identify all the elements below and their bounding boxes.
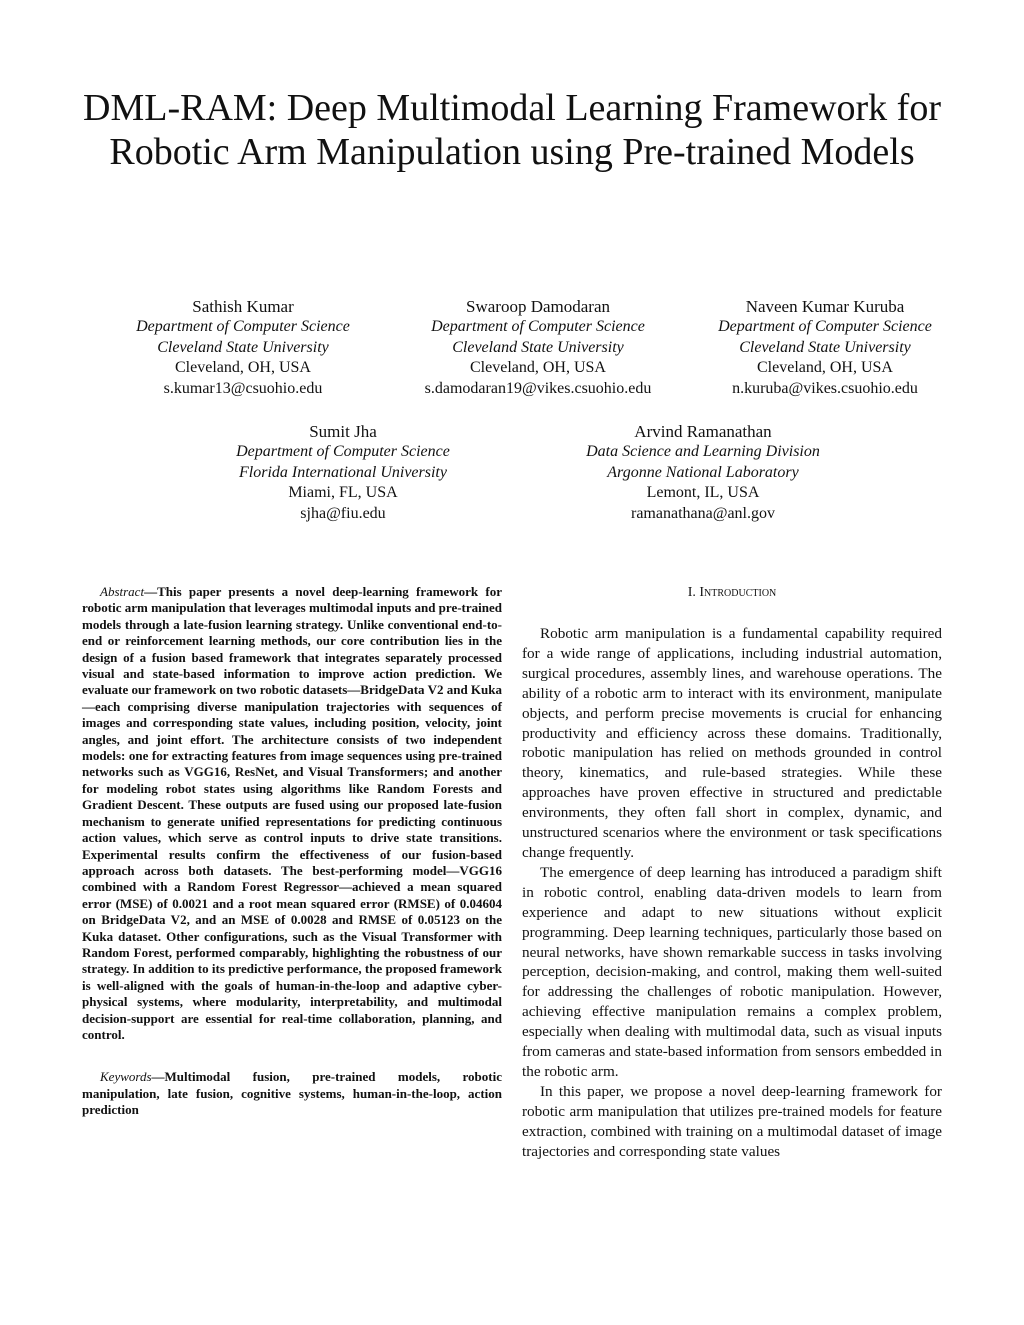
author-name: Naveen Kumar Kuruba	[745, 297, 905, 316]
right-column	[522, 584, 942, 1161]
author-name: Sumit Jha	[309, 422, 377, 441]
author-name: Arvind Ramanathan	[634, 422, 772, 441]
author-name: Swaroop Damodaran	[466, 297, 610, 316]
keywords-text: —Multimodal fusion, pre-trained models, robotic manipulation, late fusion, cognitive systems, human-in-the-loop, action prediction	[82, 1069, 502, 1118]
author-location: Cleveland, OH, USA	[175, 359, 311, 376]
author-block	[548, 421, 858, 524]
section-title: Introduction	[699, 585, 777, 600]
author-location: Cleveland, OH, USA	[757, 359, 893, 376]
author-name: Sathish Kumar	[192, 297, 294, 316]
author-institution: Cleveland State University	[452, 338, 624, 356]
author-email[interactable]: s.kumar13@csuohio.edu	[163, 379, 323, 397]
section-heading-introduction	[522, 584, 942, 602]
intro-paragraph: Robotic arm manipulation is a fundamental capability required for a wide range of applications, including industrial automation, surgical procedures, assembly lines, and warehouse operations. The ability of a robotic arm to interact with its environment, manipulate objects, and perform precise movements is crucial for enhancing productivity and efficiency across these domains. Traditionally, robotic manipulation has relied on methods grounded in control theory, kinematics, and rule-based strategies. While these approaches have proven effective in structured and predictable environments, they often fall short in complex, dynamic, and unstructured scenarios where the environment or task specifications change frequently.	[522, 625, 942, 861]
author-email[interactable]: ramanathana@anl.gov	[630, 504, 775, 522]
author-department: Department of Computer Science	[236, 443, 450, 460]
author-email[interactable]: sjha@fiu.edu	[300, 504, 386, 522]
abstract	[82, 584, 502, 1043]
author-institution: Argonne National Laboratory	[607, 463, 799, 481]
author-institution: Cleveland State University	[739, 338, 911, 356]
paper-title: DML-RAM: Deep Multimodal Learning Framework for Robotic Arm Manipulation using Pre-trained Models	[83, 87, 941, 173]
author-location: Miami, FL, USA	[288, 484, 398, 501]
author-institution: Cleveland State University	[157, 338, 329, 356]
author-location: Cleveland, OH, USA	[470, 359, 606, 376]
author-email[interactable]: n.kuruba@vikes.csuohio.edu	[732, 379, 918, 397]
author-department: Department of Computer Science	[718, 318, 932, 335]
abstract-label: Abstract	[100, 584, 145, 599]
author-department: Department of Computer Science	[136, 318, 350, 335]
author-block	[680, 296, 970, 399]
author-block	[388, 296, 688, 399]
author-block	[198, 421, 488, 524]
left-column	[82, 584, 502, 1119]
author-location: Lemont, IL, USA	[646, 484, 760, 501]
abstract-text: —This paper presents a novel deep-learning framework for robotic arm manipulation that leverages multimodal inputs and pre-trained models through a late-fusion learning strategy. Unlike conventional end-to-end or reinforcement learning methods, our core contribution lies in the design of a fusion based framework that integrates separately processed visual and state-based information to improve action prediction. We evaluate our framework on two robotic datasets—BridgeData V2 and Kuka—each comprising diverse manipulation trajectories with sequences of images and corresponding state values, including position, velocity, joint angles, and joint effort. The architecture consists of two independent models: one for extracting features from image sequences using pre-trained networks such as VGG16, ResNet, and Visual Transformers; and another for modeling robot states using algorithms like Random Forests and Gradient Descent. These outputs are fused using our proposed late-fusion mechanism to generate unified representations for predicting continuous action values, which serve as control inputs to drive state transitions. Experimental results confirm the effectiveness of our fusion-based approach across both datasets. The best-performing model—VGG16 combined with a Random Forest Regressor—achieved a mean squared error (MSE) of 0.0021 and a root mean squared error (RMSE) of 0.04604 on BridgeData V2, and an MSE of 0.0028 and RMSE of 0.05123 on the Kuka dataset. Other configurations, such as the Visual Transformer with Random Forest, performed comparably, highlighting the robustness of our strategy. In addition to its predictive performance, the proposed framework is well-aligned with the goals of human-in-the-loop and adaptive cyber-physical systems, where modularity, interpretability, and multimodal decision-support are essential for real-time collaboration, planning, and control.	[82, 584, 502, 1042]
keywords-label: Keywords	[100, 1069, 152, 1085]
section-number: I.	[687, 585, 696, 600]
author-institution: Florida International University	[239, 463, 447, 481]
author-department: Data Science and Learning Division	[586, 443, 820, 460]
author-email[interactable]: s.damodaran19@vikes.csuohio.edu	[424, 379, 652, 397]
author-block	[98, 296, 388, 399]
author-department: Department of Computer Science	[431, 318, 645, 335]
keywords	[82, 1069, 502, 1118]
intro-paragraph: In this paper, we propose a novel deep-learning framework for robotic arm manipulation that utilizes pre-trained models for feature extraction, combined with training on a multimodal dataset of image trajectories and corresponding state values	[522, 1082, 942, 1160]
intro-paragraph: The emergence of deep learning has introduced a paradigm shift in robotic control, enabling data-driven models to learn from experience and adapt to new situations without explicit programming. Deep learning techniques, particularly those based on neural networks, have shown remarkable success in tasks involving perception, decision-making, and control, making them well-suited for addressing the challenges of robotic manipulation. However, achieving effective manipulation remains a complex problem, especially when dealing with multimodal data, such as visual inputs from cameras and state-based information from sensors embedded in the robotic arm.	[522, 863, 942, 1080]
